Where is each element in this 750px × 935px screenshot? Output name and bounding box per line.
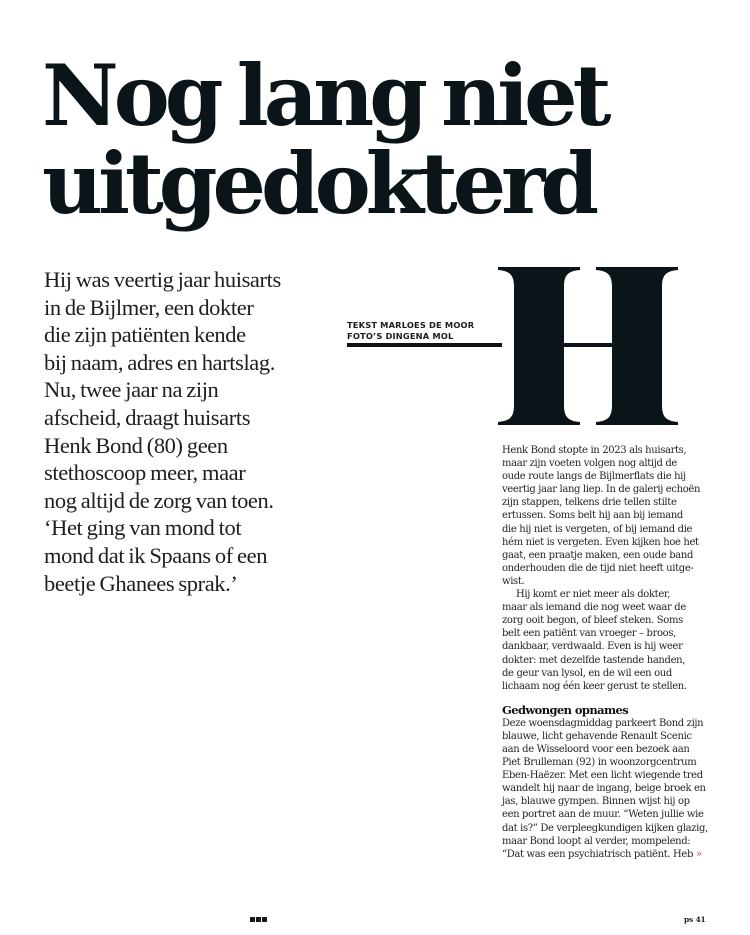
intro-line: mond dat ik Spaans of een <box>44 542 268 568</box>
intro-line: ‘Het ging van mond tot <box>44 515 242 541</box>
body-line: dankbaar, verdwaald. Even is hij weer <box>502 641 683 653</box>
body-line: maar als iemand die nog weet waar de <box>502 602 686 614</box>
intro-line: bij naam, adres en hartslag. <box>44 349 275 375</box>
byline-photographer: FOTO’S DINGENA MOL <box>347 330 454 341</box>
subheading: Gedwongen opnames <box>502 702 629 717</box>
body-line: maar zijn voeten volgen nog altijd de <box>502 458 677 470</box>
intro-line: beetje Ghanees sprak.’ <box>44 570 238 596</box>
body-line: oude route langs de Bijlmerflats die hij <box>502 471 686 483</box>
body-line: jas, blauwe gympen. Binnen wijst hij op <box>502 796 690 808</box>
section-end-mark <box>250 917 267 922</box>
body-line: ertussen. Soms belt hij aan bij iemand <box>502 510 683 522</box>
continue-arrow-icon: » <box>696 848 702 860</box>
end-mark-block <box>250 917 255 922</box>
intro-line: Henk Bond (80) geen <box>44 432 228 458</box>
body-line: wist. <box>502 575 525 587</box>
body-line: veertig jaar lang liep. In de galerij echoën <box>502 484 701 496</box>
intro-line: Hij was veertig jaar huisarts <box>44 267 281 292</box>
body-line: die hij niet is vergeten, of bij iemand die <box>502 523 693 535</box>
intro-line: afscheid, draagt huisarts <box>44 404 251 430</box>
intro-line: nog altijd de zorg van toen. <box>44 487 274 513</box>
body-line: Deze woensdagmiddag parkeert Bond zijn <box>502 717 704 729</box>
body-line: onderhouden die de tijd niet heeft uitge- <box>502 562 694 574</box>
byline-rule <box>347 343 502 347</box>
end-mark-block <box>256 917 261 922</box>
byline <box>347 320 474 341</box>
paragraph-3 <box>502 717 707 861</box>
body-line: belt een patiënt van vroeger – broos, <box>502 628 676 640</box>
body-line: dokter: met dezelfde tastende handen, <box>502 654 686 666</box>
intro-line: stethoscoop meer, maar <box>44 460 246 486</box>
body-line: een portret aan de muur. “Weten jullie wie <box>502 809 704 821</box>
body-line-last <box>502 848 707 861</box>
body-line: Piet Brulleman (92) in woonzorgcentrum <box>502 757 697 769</box>
headline-line-2: uitgedokterd <box>42 134 595 233</box>
paragraph-1 <box>502 444 707 588</box>
body-line: de geur van lysol, en de wil een oud <box>502 667 672 679</box>
body-line: lichaam nog één keer gerust te stellen. <box>502 680 687 692</box>
body-line: blauwe, licht gehavende Renault Scenic <box>502 730 692 742</box>
paragraph-2 <box>502 588 707 693</box>
body-line: gaat, een praatje maken, een oude band <box>502 549 694 561</box>
drop-cap-glyph <box>498 267 684 425</box>
body-line: aan de Wisseloord voor een bezoek aan <box>502 743 690 755</box>
headline-line-1: Nog lang niet <box>42 46 607 145</box>
intro-line: Nu, twee jaar na zijn <box>44 377 219 403</box>
intro-line: in de Bijlmer, een dokter <box>44 294 254 320</box>
byline-author: TEKST MARLOES DE MOOR <box>347 320 475 330</box>
body-line: hém niet is vergeten. Even kijken hoe het <box>502 536 699 548</box>
page-folio: ps 41 <box>684 915 706 924</box>
body-line: wandelt hij naar de ingang, beige broek en <box>502 783 706 795</box>
body-line: Hij komt er niet meer als dokter, <box>516 589 671 601</box>
drop-cap-crossbar <box>558 343 618 347</box>
end-mark-block <box>262 917 267 922</box>
drop-cap <box>498 267 684 425</box>
body-line: Henk Bond stopte in 2023 als huisarts, <box>502 445 687 456</box>
intro-line: die zijn patiënten kende <box>44 322 246 348</box>
intro-lead <box>44 266 324 597</box>
headline <box>42 46 607 233</box>
body-line: maar Bond loopt al verder, mompelend: <box>502 835 691 847</box>
body-line: zijn stappen, telkens drie tellen stilte <box>502 497 677 509</box>
body-line-text: “Dat was een psychiatrisch patiënt. Heb <box>502 848 694 860</box>
article-body <box>502 444 707 861</box>
body-line: Eben-Haëzer. Met een licht wiegende tred <box>502 770 703 782</box>
body-line: dat is?” De verpleegkundigen kijken glazig, <box>502 822 708 834</box>
body-line: zorg ooit begon, of bleef steken. Soms <box>502 615 683 627</box>
